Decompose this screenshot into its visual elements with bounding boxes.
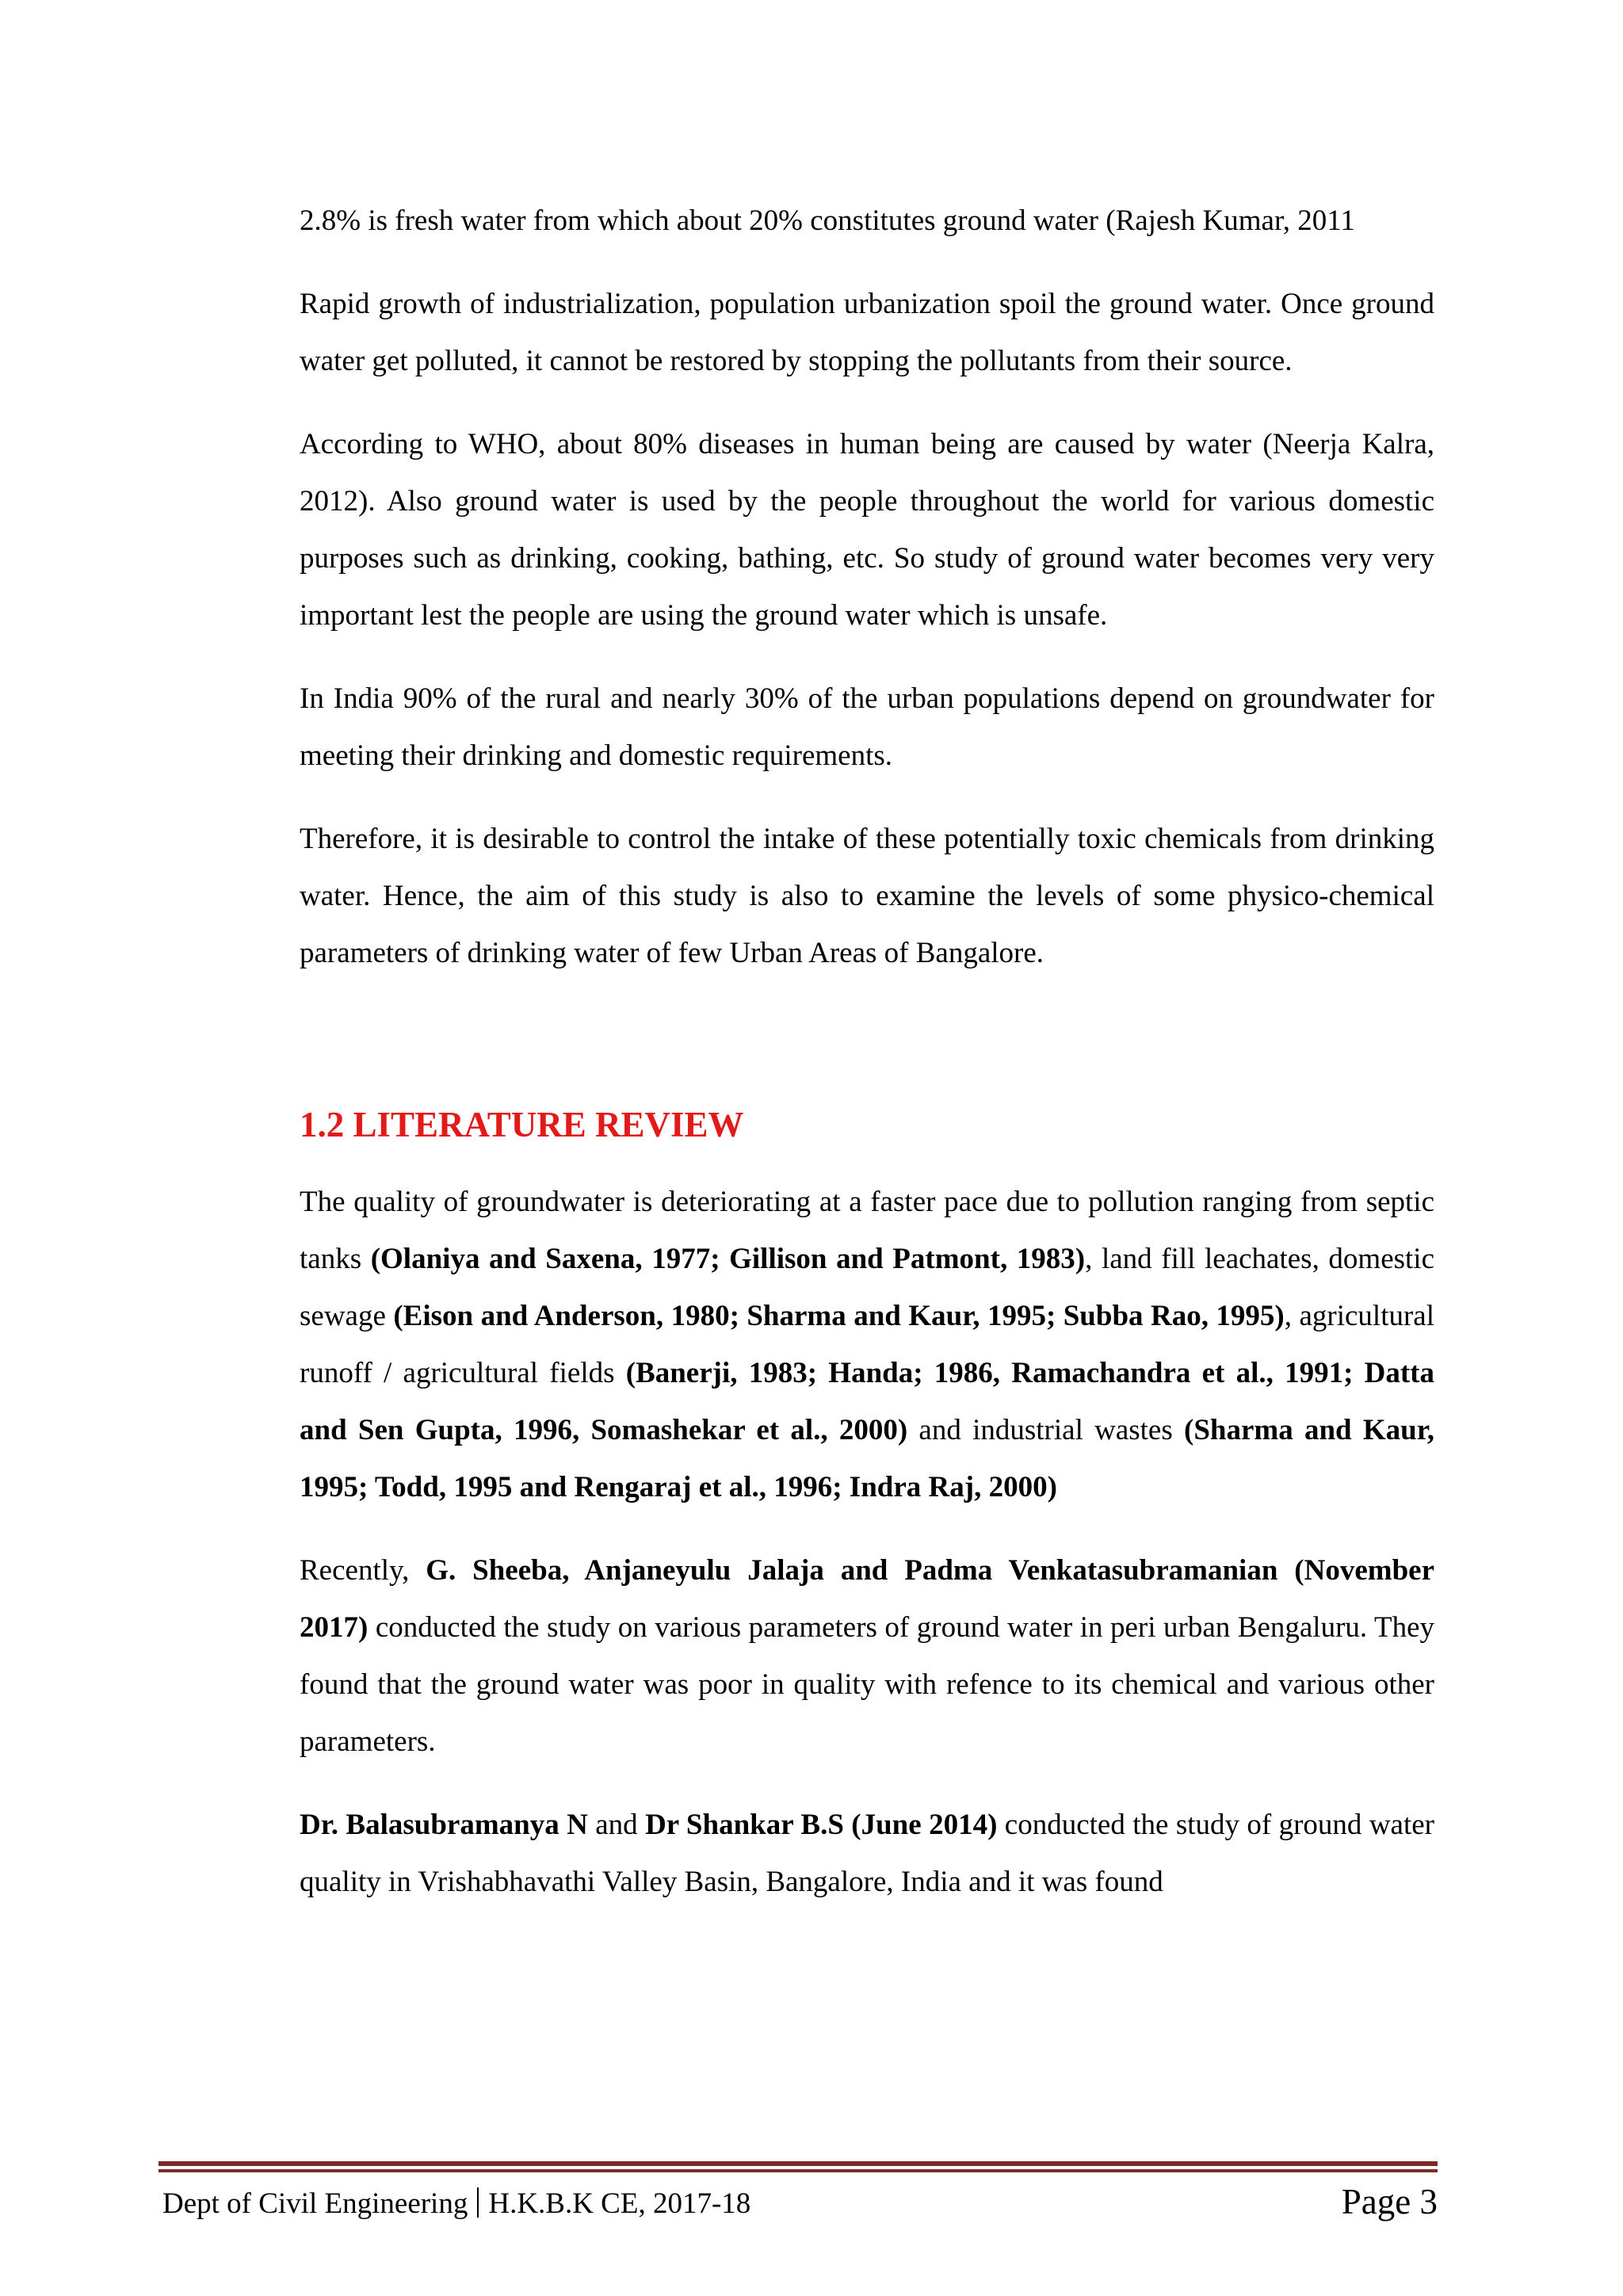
citation: G. Sheeba, Anjaneyulu Jalaja and Padma Venkatasubramanian (November 2017)	[300, 1554, 1434, 1644]
paragraph-therefore: Therefore, it is desirable to control the intake of these potentially toxic chemicals from drinking water. Hence, the aim of this study is also to examine the levels of some physico-chemical parameters of drinking water of few Urban Areas of Bangalore.	[300, 823, 1434, 969]
citation: (Olaniya and Saxena, 1977; Gillison and Patmont, 1983)	[370, 1243, 1086, 1275]
section-heading: 1.2 LITERATURE REVIEW	[300, 1105, 744, 1144]
citation: Dr. Balasubramanya N	[300, 1809, 588, 1841]
text: The quality of groundwater is deteriorating at a faster pace due to pollution ranging from septic tanks	[300, 1186, 1434, 1275]
paragraph-recently	[300, 1542, 1434, 1771]
text: , agricultural runoff / agricultural fields	[300, 1300, 1435, 1389]
footer-rule-thin	[158, 2169, 1438, 2172]
text: and	[587, 1809, 646, 1841]
citation: (Eison and Anderson, 1980; Sharma and Kaur, 1995; Subba Rao, 1995)	[393, 1300, 1285, 1332]
citation: Dr Shankar B.S (June 2014)	[645, 1809, 998, 1841]
citation: (Sharma and Kaur, 1995; Todd, 1995 and Rengaraj et al., 1996; Indra Raj, 2000)	[300, 1414, 1434, 1503]
paragraph-fresh-water: 2.8% is fresh water from which about 20% constitutes ground water (Rajesh Kumar, 2011	[300, 204, 1355, 237]
citation: (Banerji, 1983; Handa; 1986, Ramachandra et al., 1991; Datta and Sen Gupta, 1996, Somashekar et al., 2000)	[300, 1357, 1434, 1446]
page-content	[300, 193, 1434, 1911]
text: , land fill leachates, domestic sewage	[300, 1243, 1434, 1332]
footer-college: H.K.B.K CE, 2017-18	[488, 2187, 751, 2220]
footer-left	[162, 2184, 750, 2224]
text: conducted the study on various parameters of ground water in peri urban Bengaluru. They found that the ground water was poor in quality with refence to its chemical and various other parameters.	[300, 1611, 1434, 1758]
text: and industrial wastes	[907, 1414, 1184, 1446]
text: Recently,	[300, 1554, 426, 1587]
paragraph-balasubramanya	[300, 1797, 1434, 1911]
footer-separator	[477, 2187, 479, 2218]
page-number: Page 3	[1341, 2182, 1438, 2222]
footer-dept: Dept of Civil Engineering	[162, 2187, 468, 2220]
paragraph-quality	[300, 1174, 1434, 1516]
paragraph-industrialization: Rapid growth of industrialization, population urbanization spoil the ground water. Once ground water get polluted, it cannot be restored by stopping the pollutants from their source.	[300, 288, 1434, 377]
text: conducted the study of ground water quality in Vrishabhavathi Valley Basin, Bangalore, India and it was found	[300, 1809, 1434, 1898]
footer-rule-thick	[158, 2161, 1438, 2166]
paragraph-india: In India 90% of the rural and nearly 30% of the urban populations depend on groundwater for meeting their drinking and domestic requirements.	[300, 682, 1434, 772]
paragraph-who: According to WHO, about 80% diseases in human being are caused by water (Neerja Kalra, 2012). Also ground water is used by the people throughout the world for various domestic purposes such as drinking, cooking, bathing, etc. So study of ground water becomes very very important lest the people are using the ground water which is unsafe.	[300, 428, 1434, 632]
